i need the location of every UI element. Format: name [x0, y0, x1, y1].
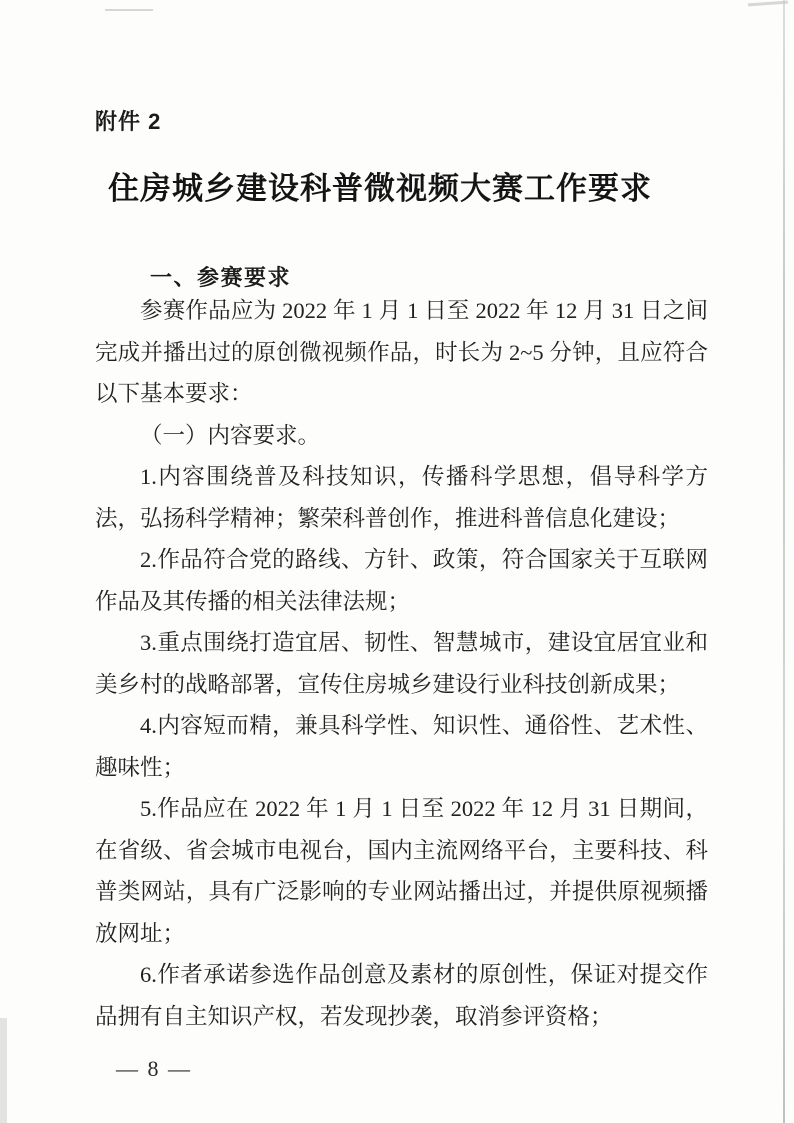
- scan-artifact-top-dash: [105, 9, 153, 11]
- scan-artifact-right-line: [783, 0, 785, 1123]
- document-title: 住房城乡建设科普微视频大赛工作要求: [108, 171, 652, 206]
- paragraph-item-4: 4.内容短而精，兼具科学性、知识性、通俗性、艺术性、趣味性；: [95, 713, 708, 780]
- section-heading-entry-requirements: 一、参赛要求: [150, 265, 292, 290]
- paragraph-subsection-content-requirements: （一）内容要求。: [140, 422, 321, 448]
- attachment-label: 附件 2: [95, 109, 162, 134]
- paragraph-item-3: 3.重点围绕打造宜居、韧性、智慧城市，建设宜居宜业和美乡村的战略部署，宣传住房城乡建设行业科技创新成果；: [95, 630, 708, 697]
- paragraph-item-2: 2.作品符合党的路线、方针、政策，符合国家关于互联网作品及其传播的相关法律法规；: [95, 547, 708, 614]
- document-body: [95, 290, 708, 1037]
- scan-artifact-left-strip: [0, 1018, 7, 1123]
- paragraph-item-1: 1.内容围绕普及科技知识，传播科学思想，倡导科学方法，弘扬科学精神；繁荣科普创作，推进科普信息化建设；: [95, 464, 708, 531]
- scan-artifact-topright-smudge: [748, 1, 788, 7]
- page-number: — 8 —: [116, 1056, 192, 1081]
- paragraph-intro: 参赛作品应为 2022 年 1 月 1 日至 2022 年 12 月 31 日之间完成并播出过的原创微视频作品，时长为 2~5 分钟，且应符合以下基本要求：: [95, 298, 708, 406]
- paragraph-item-6: 6.作者承诺参选作品创意及素材的原创性，保证对提交作品拥有自主知识产权，若发现抄袭，取消参评资格；: [95, 962, 708, 1029]
- paragraph-item-5: 5.作品应在 2022 年 1 月 1 日至 2022 年 12 月 31 日期间，在省级、省会城市电视台，国内主流网络平台，主要科技、科普类网站，具有广泛影响的专业网站播出过，并提供原视频播放网址；: [95, 796, 708, 946]
